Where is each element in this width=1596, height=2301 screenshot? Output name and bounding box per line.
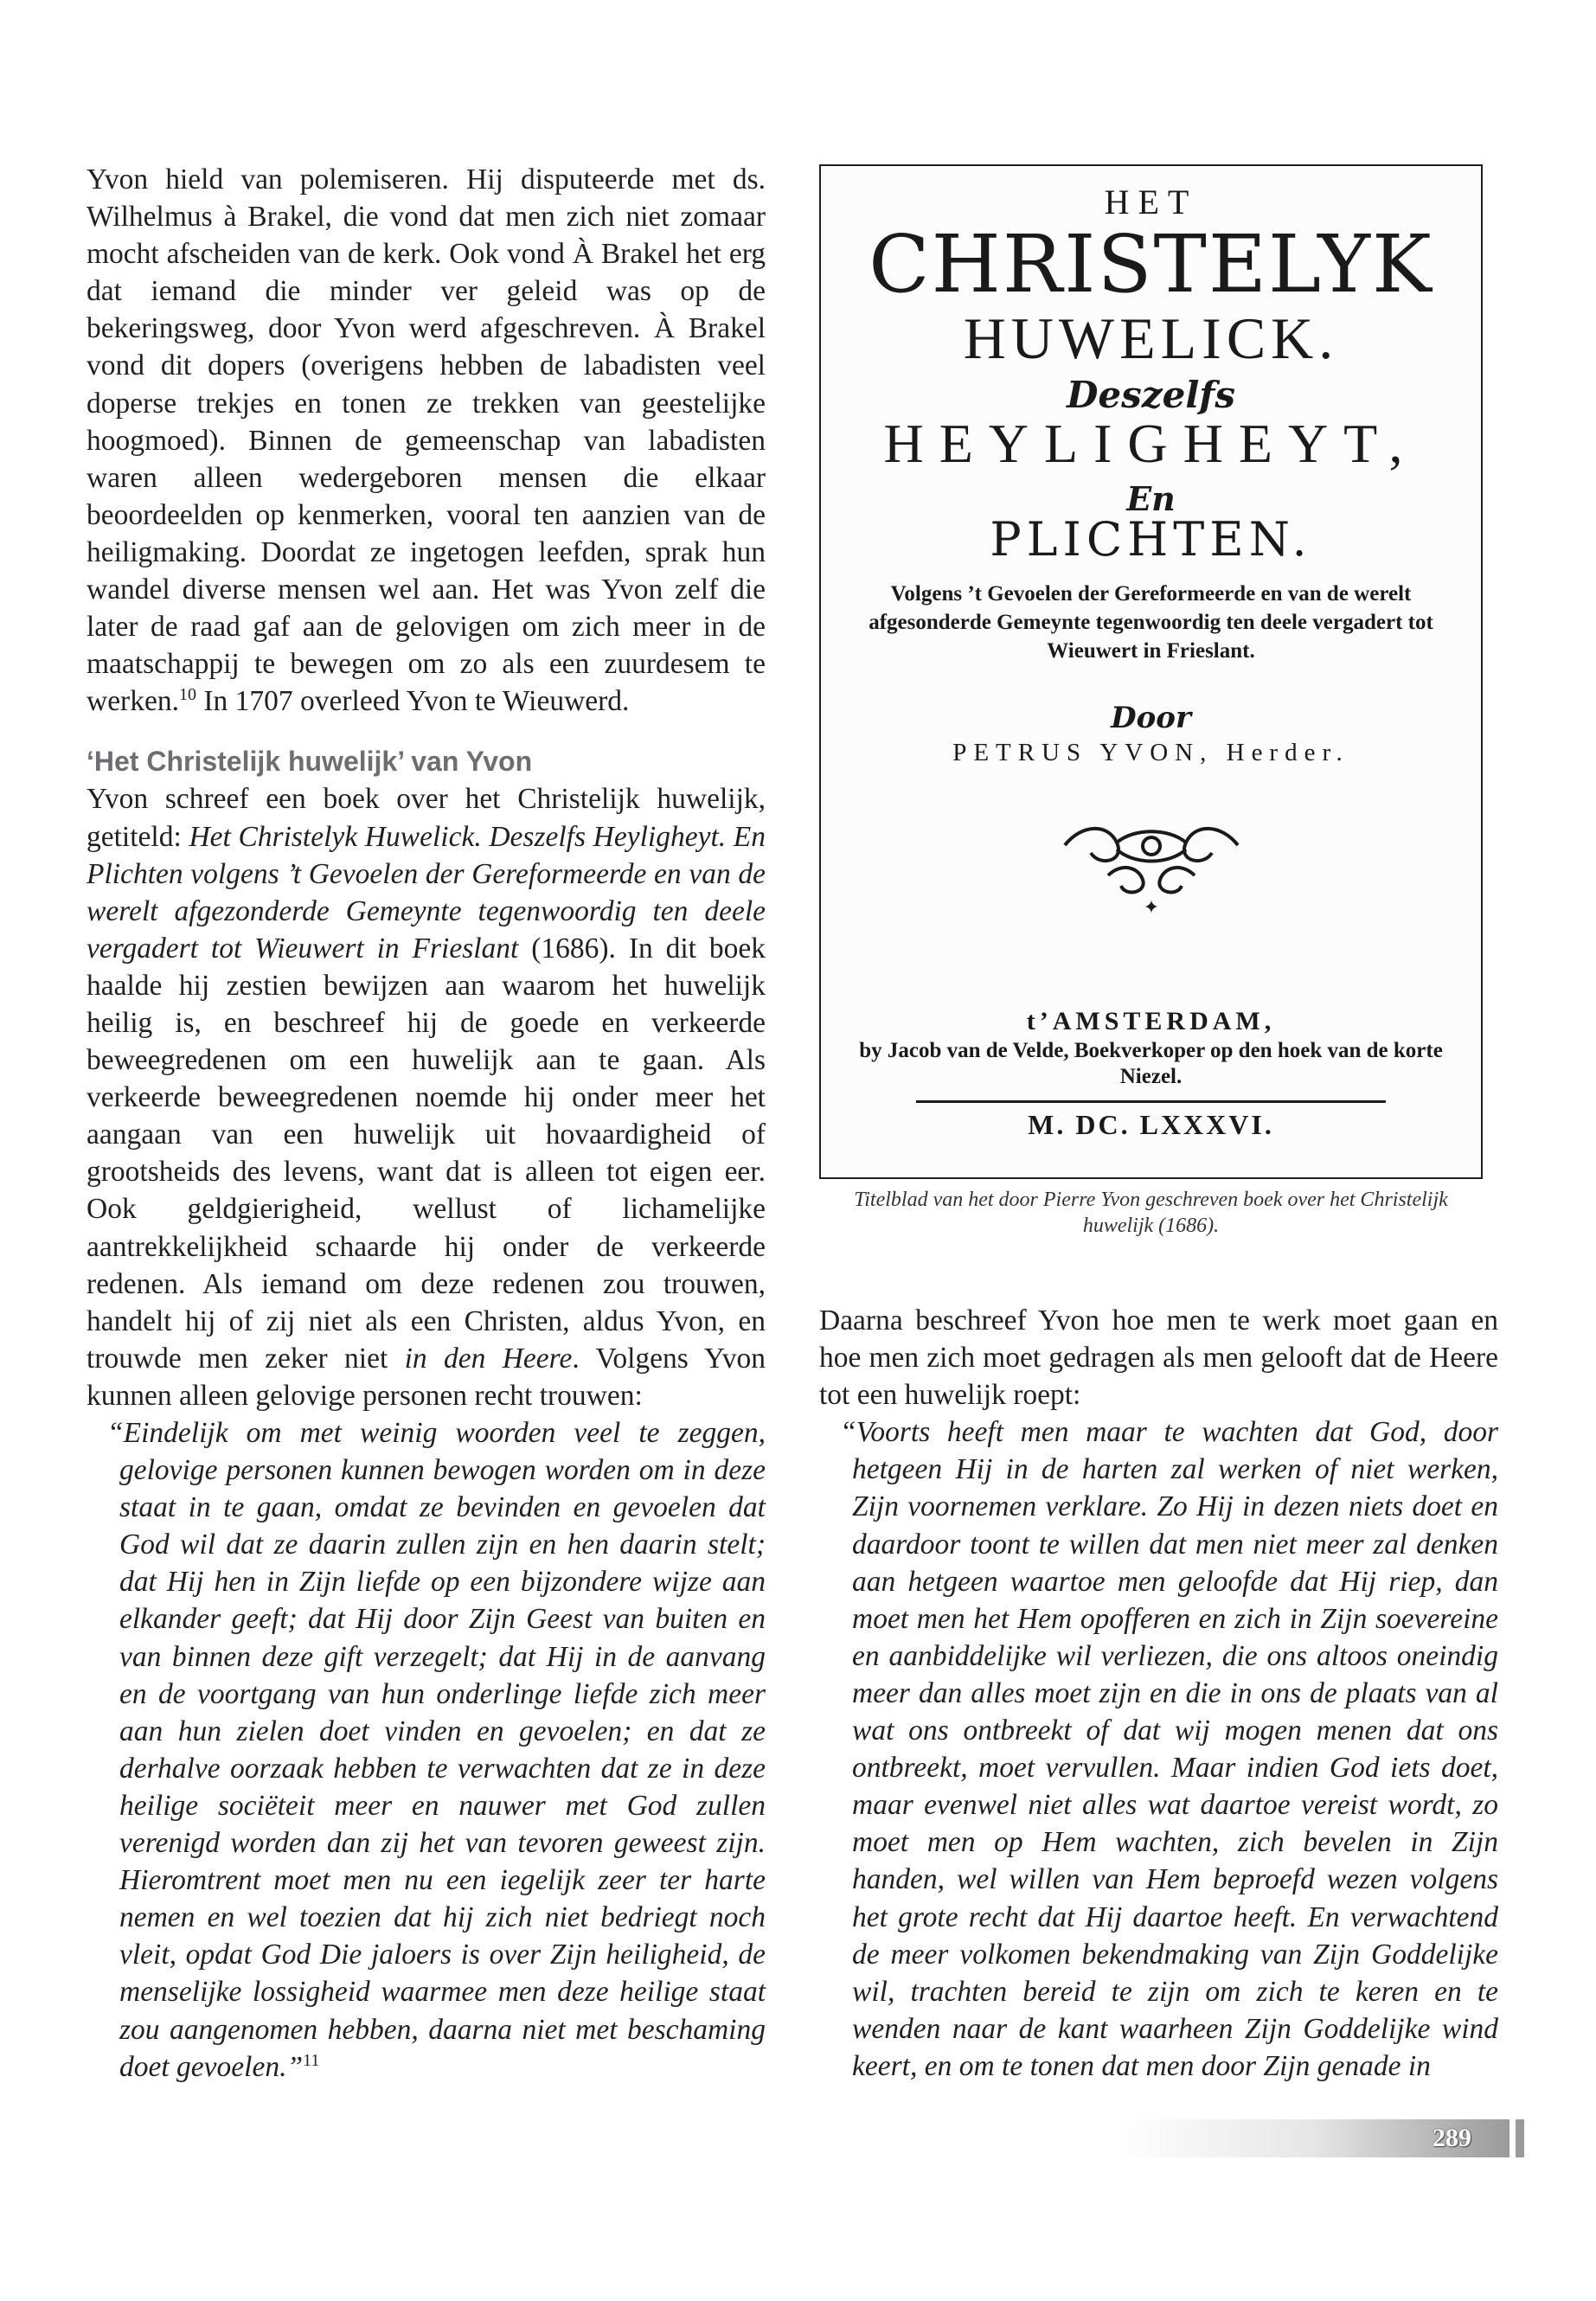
page-number: 289 xyxy=(1433,2124,1471,2152)
left-column xyxy=(87,161,766,2086)
tp-publisher: by Jacob van de Velde, Boekverkoper op den hoek van de korte Niezel. xyxy=(859,1039,1443,1088)
footnote-ref-11[interactable]: 11 xyxy=(303,2050,320,2070)
tp-plichten: PLICHTEN. xyxy=(990,512,1312,567)
block-quote-2: “Voorts heeft men maar te wachten dat God, door hetgeen Hij in de harten zal werken of niet werken, Zijn voornemen verklare. Zo Hij in dezen niets doet en daardoor toont te willen dat men niet meer zal denken aan hetgeen waartoe men geloofde dat Hij riep, dan moet men het Hem opofferen en zich in Zijn soevereine en aanbiddelijke wil verliezen, die ons altoos oneindig meer dan alles moet zijn en die in ons de plaats van al wat ons ontbreekt of dat wij mogen menen dat ons ontbreekt, moet vervullen. Maar indien God iets doet, maar evenwel niet alles wat daartoe vereist wordt, zo moet men op Hem wachten, zich bevelen in Zijn handen, wel willen van Hem beproefd wezen volgens het grote recht dat Hij daartoe heeft. En verwachtend de meer volkomen bekendmaking van Zijn Goddelijke wil, trachten bereid te zijn om zich te keren en te wenden naar de kant waarheen Zijn Goddelijke wind keert, en om te tonen dat men door Zijn genade in xyxy=(840,1416,1498,2082)
tp-heyligheyt: HEYLIGHEYT, xyxy=(883,413,1419,474)
tp-christelyk: CHRISTELYK xyxy=(869,218,1433,311)
printers-ornament xyxy=(821,824,1481,923)
body-paragraph-3: Daarna beschreef Yvon hoe men te werk moet gaan en hoe men zich moet gedragen als men gelooft dat de Heere tot een huwelijk roept: xyxy=(819,1304,1498,1412)
block-quote-1: “Eindelijk om met weinig woorden veel te zeggen, gelovige personen kunnen bewogen worden om in deze staat in te gaan, omdat ze bevinden en gevoelen dat God wil dat ze daarin zullen zijn en hen daarin stelt; dat Hij hen in Zijn liefde op een bijzondere wijze aan elkander geeft; dat Hij door Zijn Geest van buiten en van binnen deze gift verzegelt; dat Hij in de aanvang en de voortgang van hun onderlinge liefde zich meer aan hun zielen doet vinden en gevoelen; en dat ze derhalve oorzaak hebben te verwachten dat ze in deze heilige sociëteit meer en nauwer met God zullen verenigd worden dan zij het van tevoren geweest zijn. Hieromtrent moet men nu een iegelijk zeer ter harte nemen en wel toezien dat hij zich niet bedriegt noch vleit, opdat God Die jaloers is over Zijn heiligheid, de menselijke lossigheid waarmee men deze heilige staat zou aangenomen hebben, daarna niet met beschaming doet gevoelen.”$^{11}$ xyxy=(107,1417,766,2083)
body-paragraph-1: Yvon hield van polemiseren. Hij disputeerde met ds. Wilhelmus à Brakel, die vond dat men zich niet zomaar mocht afscheiden van de kerk. Ook vond À Brakel het erg dat iemand die minder ver geleid was op de bekeringsweg, door Yvon werd afgeschreven. À Brakel vond dit dopers (overigens hebben de labadisten veel doperse trekjes en tonen ze trekken van geestelijke hoogmoed). Binnen de gemeenschap van labadisten waren alleen wedergeboren mensen die elkaar beoordeelden op kenmerken, vooral ten aanzien van de heiligmaking. Doordat ze ingetogen leefden, sprak hun wandel diverse mensen wel aan. Het was Yvon zelf die later de raad gaf aan de gelovigen om zich meer in de maatschappij te bewegen om zo als een zuurdesem te werken.$^{10}$ In 1707 overleed Yvon te Wieuwerd. xyxy=(87,163,766,718)
tp-rule xyxy=(916,1100,1386,1103)
tp-amsterdam: t’AMSTERDAM, xyxy=(1026,1007,1276,1035)
right-column xyxy=(819,1302,1498,2085)
page-number-tab xyxy=(1516,2119,1524,2157)
tp-petrus: PETRUS YVON, Herder. xyxy=(952,739,1349,766)
tp-huwelick: HUWELICK. xyxy=(963,305,1339,371)
tp-date: M. DC. LXXXVI. xyxy=(1028,1109,1274,1140)
tp-en: En xyxy=(1126,479,1176,518)
book-title: Het Christelyk Huwelick. Deszelfs Heyligheyt. En Plichten volgens ’t Gevoelen der Gereformeerde en van de werelt afgezonderde Gemeynte tegenwoordig ten deele vergadert tot Wieuwert in Frieslant xyxy=(87,820,766,965)
body-paragraph-2: Yvon schreef een boek over het Christelijk huwelijk, getiteld: Het Christelyk Huwelick. Deszelfs Heyligheyt. En Plichten volgens ’t Gevoelen der Gereformeerde en van de werelt afgezonderde Gemeynte tegenwoordig ten deele vergadert tot Wieuwert in Frieslant (1686). In dit boek haalde hij zestien bewijzen aan waarom het huwelijk heilig is, en beschreef hij de goede en verkeerde beweegredenen om een huwelijk aan te gaan. Als verkeerde beweegredenen noemde hij onder meer het aangaan van een huwelijk uit hovaardigheid of grootsheids des levens, want dat is alleen tot eigen eer. Ook geldgierigheid, wellust of lichamelijke aantrekkelijkheid schaarde hij onder de verkeerde redenen. Als iemand om deze redenen zou trouwen, handelt hij of zij niet als een Christen, aldus Yvon, en trouwde men zeker niet in den Heere. Volgens Yvon kunnen alleen gelovige personen recht trouwen: xyxy=(87,783,766,1412)
tp-deszelfs: Deszelfs xyxy=(1066,374,1236,416)
section-heading: ‘Het Christelijk huwelijk’ van Yvon xyxy=(87,746,533,778)
footnote-ref-10[interactable]: 10 xyxy=(178,685,196,705)
title-page-image xyxy=(819,164,1483,1179)
tp-door: Door xyxy=(1111,701,1191,735)
tp-volgens: Volgens ’t Gevoelen der Gereformeerde en van de werelt afgesonderde Gemeynte tegenwoordig ten deele vergadert tot Wieuwert in Frieslant. xyxy=(869,582,1433,663)
ornament-icon xyxy=(1056,824,1247,919)
svg-text:✦: ✦ xyxy=(1143,897,1159,919)
in-den-heere: in den Heere xyxy=(404,1342,573,1375)
tp-het: HET xyxy=(1104,183,1198,221)
figure-caption: Titelblad van het door Pierre Yvon geschreven boek over het Christelijk huwelijk (1686). xyxy=(854,1189,1448,1237)
